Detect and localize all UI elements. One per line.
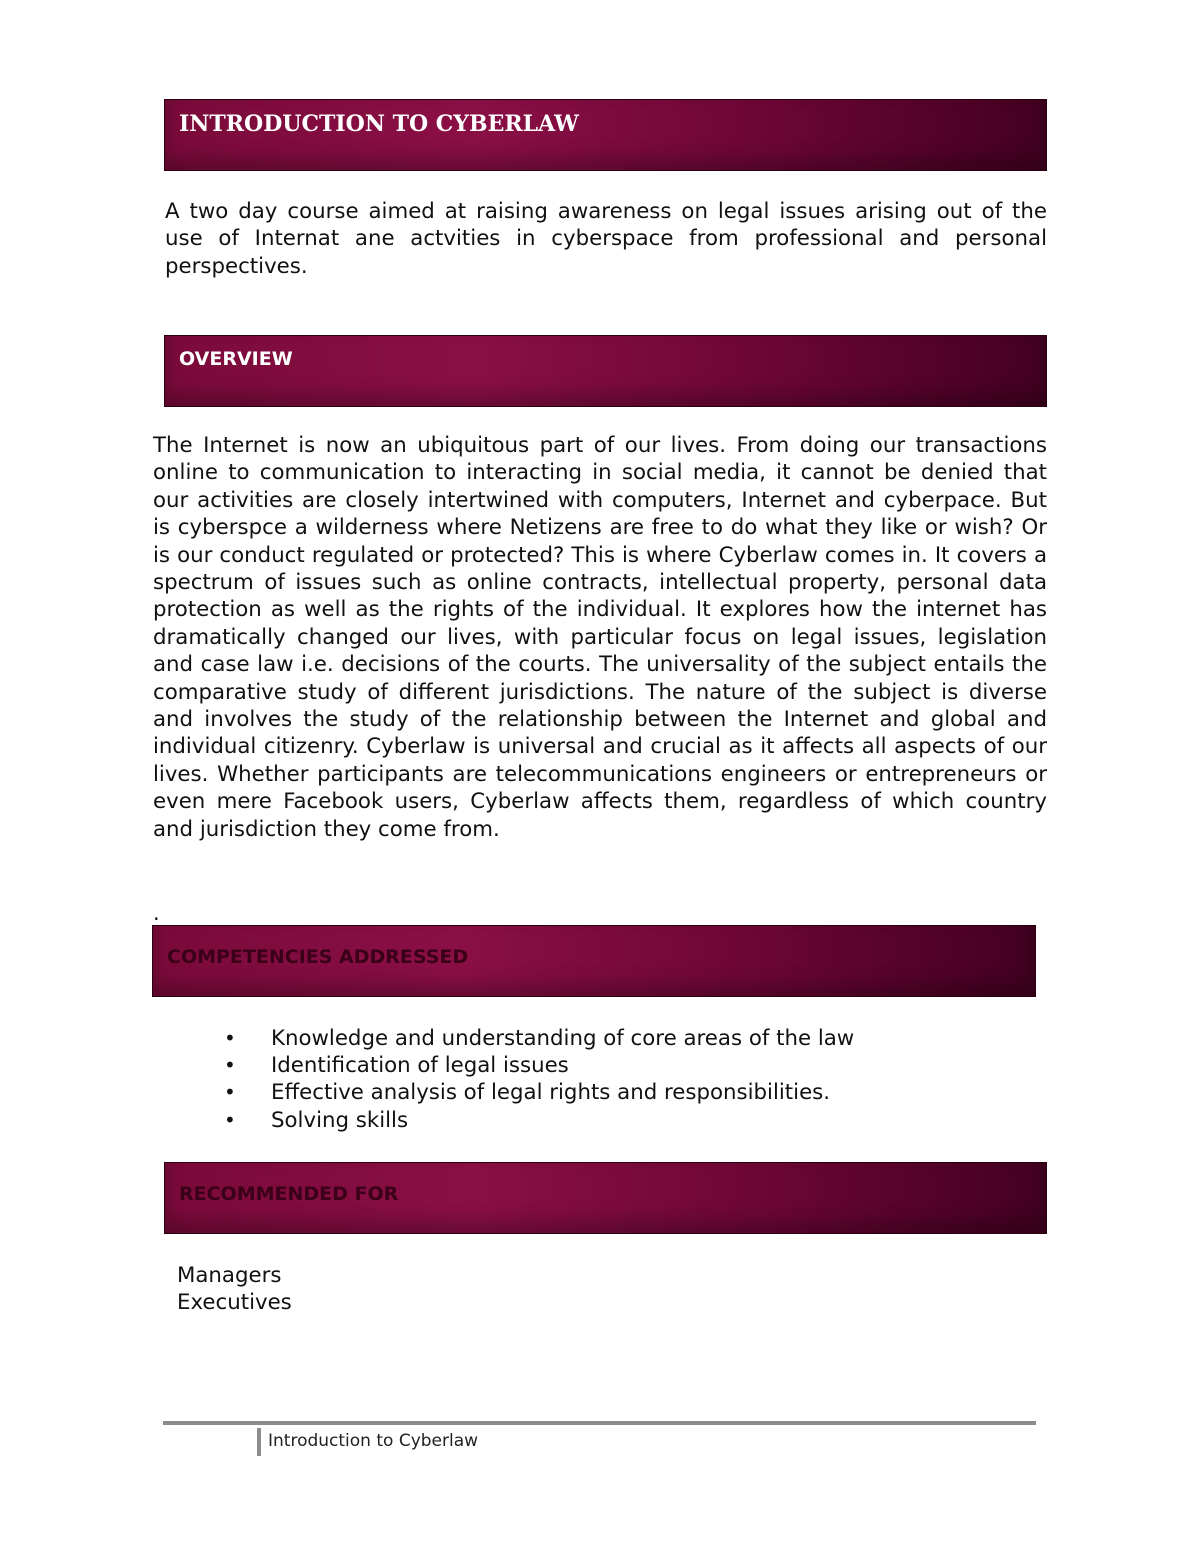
overview-banner bbox=[164, 335, 1047, 407]
list-item bbox=[200, 1052, 854, 1079]
competencies-heading: COMPETENCIES ADDRESSED bbox=[167, 946, 469, 968]
list-item-text: Effective analysis of legal rights and responsibilities. bbox=[271, 1080, 831, 1106]
footer-accent-bar bbox=[257, 1428, 261, 1456]
page-title: INTRODUCTION TO CYBERLAW bbox=[179, 111, 579, 137]
footer-title: Introduction to Cyberlaw bbox=[268, 1431, 479, 1451]
bullet-icon: • bbox=[224, 1107, 236, 1132]
intro-description: A two day course aimed at raising awareness on legal issues arising out of the use of Internat ane actvities in cyberspace from professional and personal perspectives. bbox=[165, 199, 1047, 279]
list-item bbox=[200, 1079, 854, 1106]
bullet-icon: • bbox=[224, 1080, 236, 1105]
list-item-text: Identification of legal issues bbox=[271, 1053, 569, 1079]
competencies-list bbox=[200, 1025, 854, 1134]
recommended-list bbox=[177, 1262, 292, 1317]
list-item bbox=[200, 1107, 854, 1134]
recommended-heading: RECOMMENDED FOR bbox=[179, 1183, 399, 1205]
overview-body: The Internet is now an ubiquitous part of our lives. From doing our transactions online to communication to interacting in social media, it cannot be denied that our activities are closely intertwined with computers, Internet and cyberpace. But is cyberspce a wilderness where Netizens are free to do what they like or wish? Or is our conduct regulated or protected? This is where Cyberlaw comes in. It covers a spectrum of issues such as online contracts, intellectual property, personal data protection as well as the rights of the individual. It explores how the internet has dramatically changed our lives, with particular focus on legal issues, legislation and case law i.e. decisions of the courts. The universality of the subject entails the comparative study of different jurisdictions. The nature of the subject is diverse and involves the study of the relationship between the Internet and global and individual citizenry. Cyberlaw is universal and crucial as it affects all aspects of our lives. Whether participants are telecommunications engineers or entrepreneurs or even mere Facebook users, Cyberlaw affects them, regardless of which country and jurisdiction they come from. bbox=[153, 433, 1047, 842]
recommended-banner bbox=[164, 1162, 1047, 1234]
audience-item-executives: Executives bbox=[177, 1290, 292, 1316]
overview-heading: OVERVIEW bbox=[179, 348, 293, 370]
bullet-icon: • bbox=[224, 1053, 236, 1078]
list-item-text: Knowledge and understanding of core areas of the law bbox=[271, 1026, 855, 1051]
bullet-icon: • bbox=[224, 1026, 236, 1050]
list-item bbox=[200, 1025, 854, 1052]
footer-divider bbox=[163, 1421, 1036, 1425]
intro-banner bbox=[164, 99, 1047, 171]
list-item-text: Solving skills bbox=[271, 1107, 409, 1133]
competencies-banner bbox=[152, 925, 1036, 997]
overview-trailing-dot: . bbox=[153, 901, 160, 925]
audience-item-managers: Managers bbox=[177, 1263, 282, 1288]
